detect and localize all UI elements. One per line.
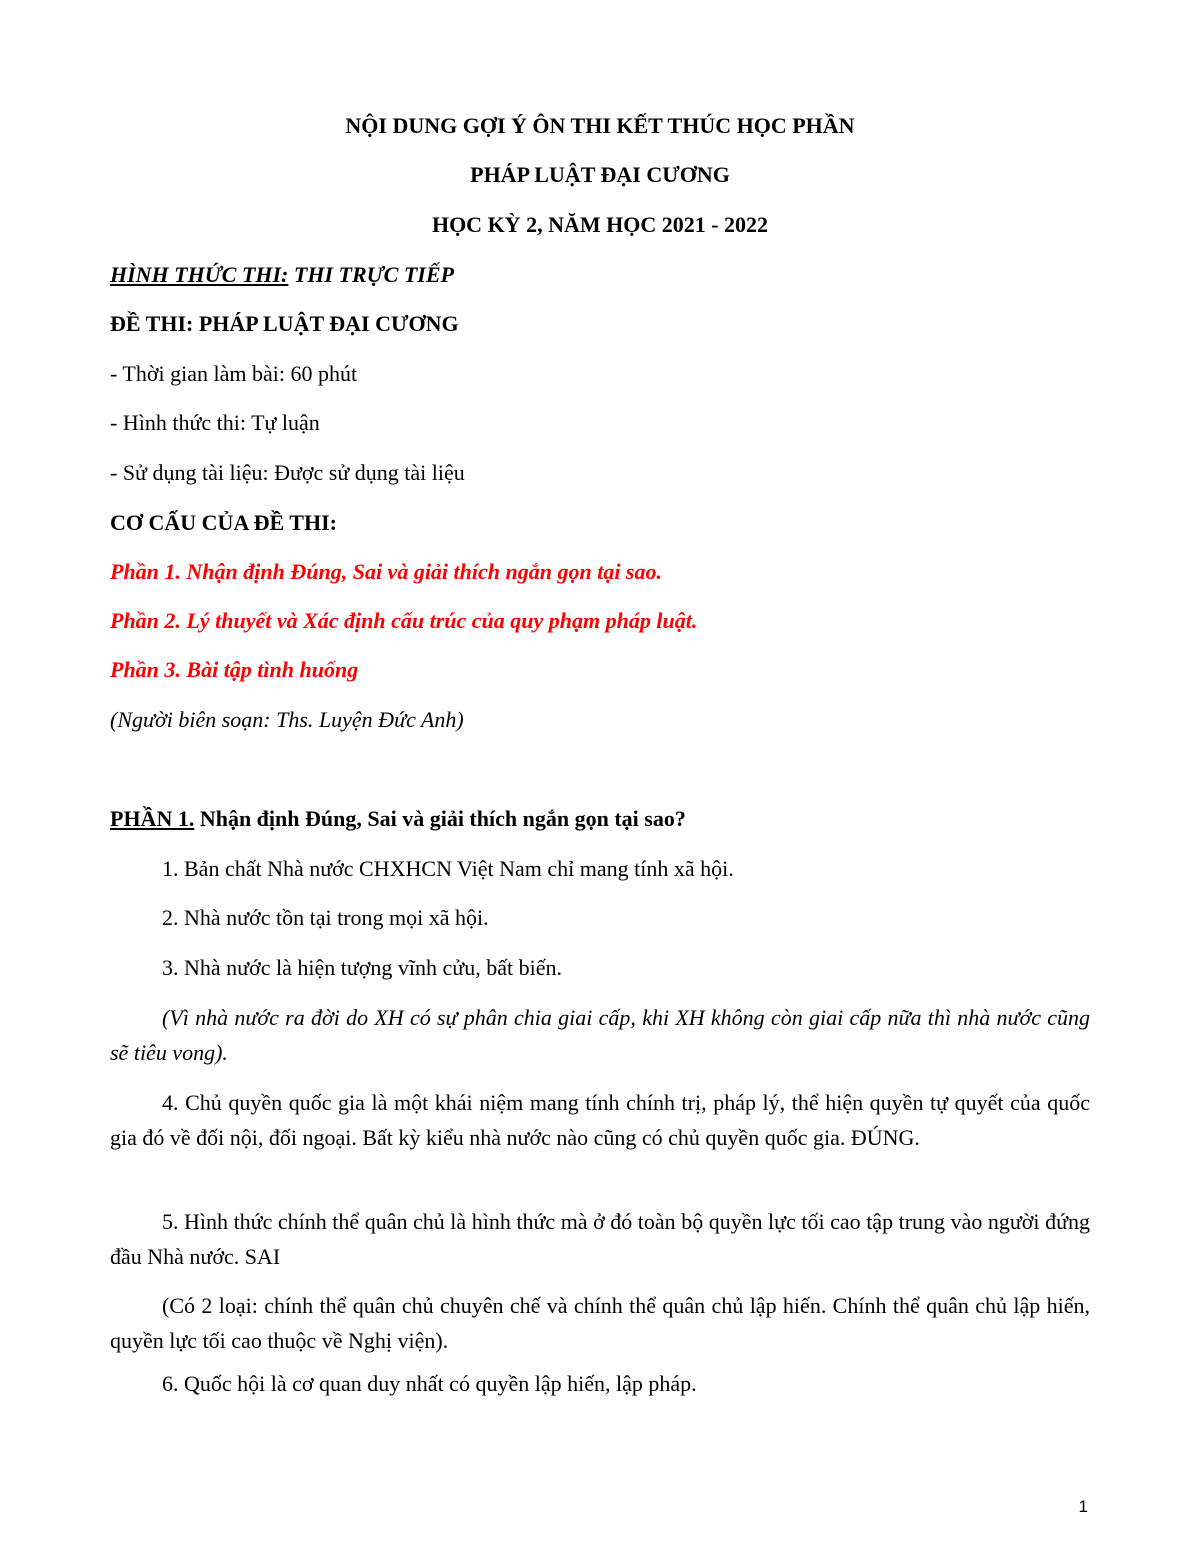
- exam-duration: - Thời gian làm bài: 60 phút: [110, 361, 358, 386]
- part-2-description: Phần 2. Lý thuyết và Xác định cấu trúc của quy phạm pháp luật.: [110, 608, 698, 633]
- section-1-label: PHẦN 1.: [110, 806, 195, 831]
- question-5: 5. Hình thức chính thể quân chủ là hình thức mà ở đó toàn bộ quyền lực tối cao tập trung vào người đứng đầu Nhà nước. SAI: [110, 1209, 1090, 1269]
- part-3-description: Phần 3. Bài tập tình huống: [110, 657, 359, 682]
- question-1: 1. Bản chất Nhà nước CHXHCN Việt Nam chỉ mang tính xã hội.: [162, 856, 734, 881]
- question-4: 4. Chủ quyền quốc gia là một khái niệm mang tính chính trị, pháp lý, thể hiện quyền tự quyết của quốc gia đó về đối nội, đối ngoại. Bất kỳ kiểu nhà nước nào cũng có chủ quyền quốc gia. ĐÚNG.: [110, 1090, 1090, 1150]
- question-6: 6. Quốc hội là cơ quan duy nhất có quyền lập hiến, lập pháp.: [162, 1371, 697, 1396]
- question-3: 3. Nhà nước là hiện tượng vĩnh cửu, bất biến.: [162, 955, 562, 980]
- exam-form-value: THI TRỰC TIẾP: [288, 262, 454, 287]
- section-1-heading: [110, 806, 1090, 832]
- exam-format: - Hình thức thi: Tự luận: [110, 410, 320, 435]
- author-note: (Người biên soạn: Ths. Luyện Đức Anh): [110, 707, 464, 732]
- document-title: NỘI DUNG GỢI Ý ÔN THI KẾT THÚC HỌC PHẦN: [345, 113, 855, 138]
- question-2: 2. Nhà nước tồn tại trong mọi xã hội.: [162, 905, 489, 930]
- structure-heading: CƠ CẤU CỦA ĐỀ THI:: [110, 510, 337, 535]
- page-number: 1: [1078, 1497, 1088, 1516]
- exam-materials: - Sử dụng tài liệu: Được sử dụng tài liệu: [110, 460, 465, 485]
- exam-form-line: [110, 262, 1090, 288]
- exam-title: ĐỀ THI: PHÁP LUẬT ĐẠI CƯƠNG: [110, 311, 459, 336]
- exam-form-label: HÌNH THỨC THI:: [110, 262, 289, 287]
- question-3-note: (Vì nhà nước ra đời do XH có sự phân chia giai cấp, khi XH không còn giai cấp nữa thì nhà nước cũng sẽ tiêu vong).: [110, 1005, 1090, 1065]
- section-1-title: Nhận định Đúng, Sai và giải thích ngắn gọn tại sao?: [194, 806, 686, 831]
- part-1-description: Phần 1. Nhận định Đúng, Sai và giải thích ngắn gọn tại sao.: [110, 559, 662, 584]
- course-title: PHÁP LUẬT ĐẠI CƯƠNG: [470, 162, 730, 187]
- semester-title: HỌC KỲ 2, NĂM HỌC 2021 - 2022: [431, 212, 769, 237]
- question-5-note: (Có 2 loại: chính thể quân chủ chuyên chế và chính thể quân chủ lập hiến. Chính thể quân chủ lập hiến, quyền lực tối cao thuộc về Nghị viện).: [110, 1293, 1090, 1353]
